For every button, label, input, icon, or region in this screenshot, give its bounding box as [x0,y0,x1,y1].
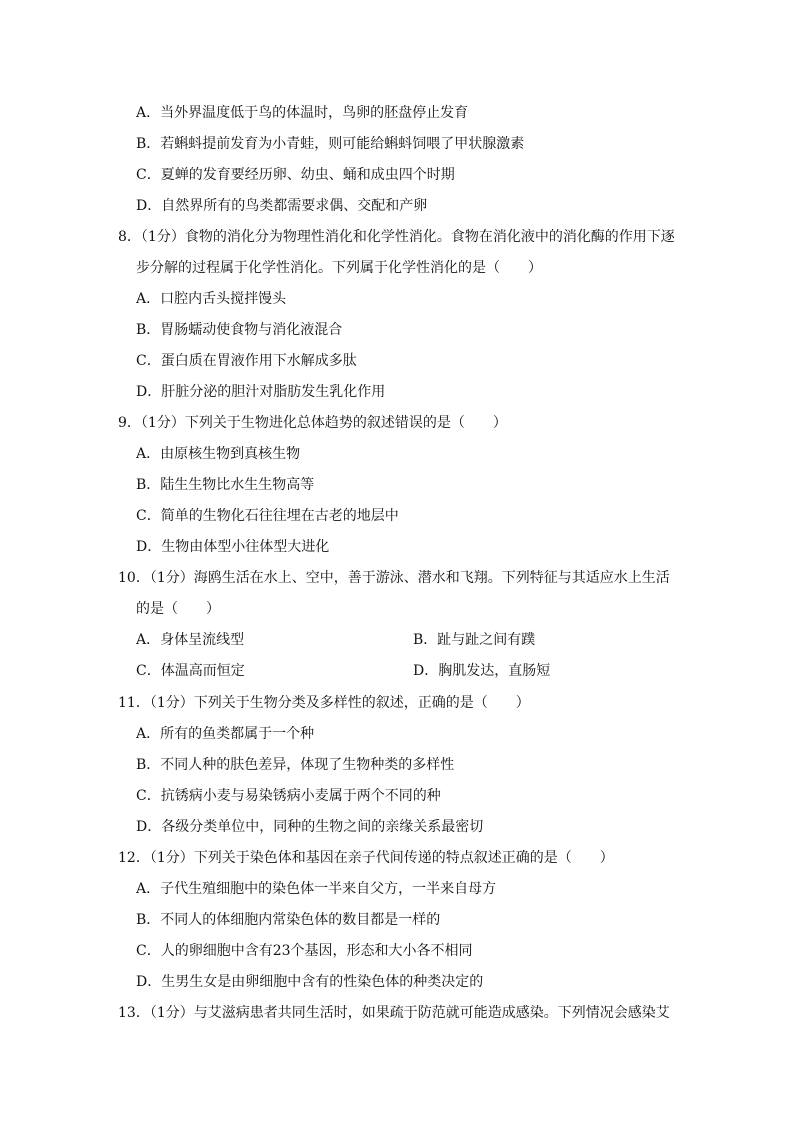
q7-option-c: C．夏蝉的发育要经历卵、幼虫、蛹和成虫四个时期 [136,167,455,183]
q9-option-b: B．陆生生物比水生生物高等 [136,477,315,493]
q10-option-a: A．身体呈流线型 [136,632,245,648]
q8-option-c: C．蛋白质在胃液作用下水解成多肽 [136,353,357,369]
q12-option-d: D．生男生女是由卵细胞中含有的性染色体的种类决定的 [136,974,484,990]
q7-option-d: D．自然界所有的鸟类都需要求偶、交配和产卵 [136,198,428,214]
q10-option-b: B．趾与趾之间有蹼 [413,632,536,648]
q11-option-b: B．不同人种的肤色差异，体现了生物种类的多样性 [136,757,455,773]
q10-option-c: C．体温高而恒定 [136,663,245,679]
q12-option-a: A．子代生殖细胞中的染色体一半来自父方，一半来自母方 [136,881,497,897]
q11-option-c: C．抗锈病小麦与易染锈病小麦属于两个不同的种 [136,788,441,804]
q10-stem-line1: 10．（1分）海鸥生活在水上、空中，善于游泳、潜水和飞翔。下列特征与其适应水上生活 [118,570,670,586]
q11-option-d: D．各级分类单位中，同种的生物之间的亲缘关系最密切 [136,819,484,835]
q9-option-c: C．简单的生物化石往往埋在古老的地层中 [136,508,399,524]
q8-stem-line2: 步分解的过程属于化学性消化。下列属于化学性消化的是（ ） [136,260,542,276]
q12-option-c: C．人的卵细胞中含有23个基因，形态和大小各不相同 [136,943,473,959]
q7-option-b: B．若蝌蚪提前发育为小青蛙，则可能给蝌蚪饲喂了甲状腺激素 [136,136,525,152]
q12-stem: 12．（1分）下列关于染色体和基因在亲子代间传递的特点叙述正确的是（ ） [118,850,614,866]
q13-stem: 13．（1分）与艾滋病患者共同生活时，如果疏于防范就可能造成感染。下列情况会感染艾 [118,1005,670,1021]
q8-option-a: A．口腔内舌头搅拌馒头 [136,291,287,307]
q9-stem: 9．（1分）下列关于生物进化总体趋势的叙述错误的是（ ） [118,415,507,431]
q8-option-b: B．胃肠蠕动使食物与消化液混合 [136,322,343,338]
q9-option-d: D．生物由体型小往体型大进化 [136,539,330,555]
q11-stem: 11．（1分）下列关于生物分类及多样性的叙述，正确的是（ ） [118,695,530,711]
q10-option-d: D．胸肌发达，直肠短 [413,663,551,679]
q7-option-a: A．当外界温度低于鸟的体温时，鸟卵的胚盘停止发育 [136,105,469,121]
q11-option-a: A．所有的鱼类都属于一个种 [136,726,315,742]
q12-option-b: B．不同人的体细胞内常染色体的数目都是一样的 [136,912,441,928]
q8-stem-line1: 8．（1分）食物的消化分为物理性消化和化学性消化。食物在消化液中的消化酶的作用下逐 [118,229,675,245]
q10-stem-line2: 的是（ ） [136,601,220,617]
q8-option-d: D．肝脏分泌的胆汁对脂肪发生乳化作用 [136,384,386,400]
q9-option-a: A．由原核生物到真核生物 [136,446,301,462]
